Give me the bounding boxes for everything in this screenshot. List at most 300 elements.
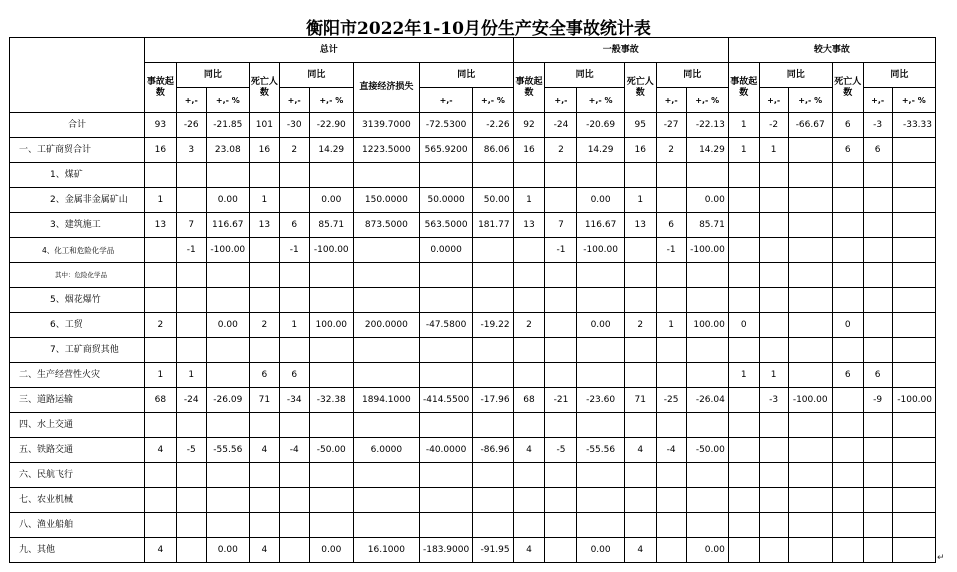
table-cell: [249, 163, 279, 188]
table-cell: [206, 463, 249, 488]
row-label: 三、道路运输: [10, 388, 145, 413]
table-cell: [832, 513, 863, 538]
header-yoy: 同比: [759, 63, 832, 88]
table-cell: [863, 513, 892, 538]
table-cell: [686, 363, 728, 388]
table-cell: [624, 488, 656, 513]
table-cell: [863, 338, 892, 363]
table-cell: [279, 538, 309, 563]
table-cell: [728, 513, 759, 538]
table-cell: [473, 263, 513, 288]
table-cell: [892, 513, 935, 538]
table-cell: 7: [545, 213, 577, 238]
table-cell: [656, 463, 686, 488]
table-cell: 14.29: [686, 138, 728, 163]
table-cell: -414.5500: [419, 388, 473, 413]
header-accidents: 事故起数: [728, 63, 759, 113]
table-cell: [144, 238, 176, 263]
table-cell: [759, 213, 788, 238]
table-cell: 2: [249, 313, 279, 338]
table-cell: [788, 313, 832, 338]
table-cell: 0.00: [206, 538, 249, 563]
table-cell: [473, 288, 513, 313]
table-row: [10, 538, 936, 563]
table-cell: [249, 288, 279, 313]
table-cell: -30: [279, 113, 309, 138]
table-cell: 1: [656, 313, 686, 338]
header-plusminus: +,-: [419, 88, 473, 113]
table-cell: [473, 463, 513, 488]
row-label: 2、金属非金属矿山: [10, 188, 145, 213]
group-major-header: 较大事故: [728, 38, 935, 63]
table-cell: -86.96: [473, 438, 513, 463]
table-cell: [144, 263, 176, 288]
table-cell: [144, 463, 176, 488]
table-cell: 4: [513, 438, 545, 463]
row-label: 1、煤矿: [10, 163, 145, 188]
table-cell: [249, 413, 279, 438]
table-row: [10, 313, 936, 338]
table-cell: [353, 288, 419, 313]
table-cell: [206, 513, 249, 538]
table-cell: 0.00: [309, 538, 353, 563]
row-label: 六、民航飞行: [10, 463, 145, 488]
table-cell: 7: [176, 213, 206, 238]
table-cell: [309, 363, 353, 388]
table-cell: [759, 513, 788, 538]
table-cell: [892, 288, 935, 313]
table-cell: 0.00: [577, 538, 624, 563]
table-cell: [686, 513, 728, 538]
table-row: [10, 338, 936, 363]
table-cell: 13: [624, 213, 656, 238]
table-cell: -100.00: [577, 238, 624, 263]
table-cell: [656, 538, 686, 563]
table-cell: -50.00: [686, 438, 728, 463]
header-percent: +,- %: [309, 88, 353, 113]
table-cell: 71: [624, 388, 656, 413]
header-accidents: 事故起数: [144, 63, 176, 113]
table-cell: 16.1000: [353, 538, 419, 563]
table-cell: -22.90: [309, 113, 353, 138]
table-cell: [759, 238, 788, 263]
table-cell: [249, 338, 279, 363]
table-cell: [144, 163, 176, 188]
table-cell: 4: [144, 538, 176, 563]
row-label: 九、其他: [10, 538, 145, 563]
table-cell: 2: [513, 313, 545, 338]
table-cell: [353, 163, 419, 188]
table-cell: [353, 463, 419, 488]
table-cell: [309, 263, 353, 288]
table-cell: [892, 363, 935, 388]
table-cell: [309, 488, 353, 513]
table-cell: [759, 413, 788, 438]
table-cell: [728, 238, 759, 263]
table-cell: [176, 513, 206, 538]
table-row: [10, 238, 936, 263]
table-cell: [832, 538, 863, 563]
table-cell: -26.04: [686, 388, 728, 413]
table-cell: [419, 413, 473, 438]
table-cell: -1: [279, 238, 309, 263]
header-percent: +,- %: [892, 88, 935, 113]
table-cell: -9: [863, 388, 892, 413]
table-cell: [759, 338, 788, 363]
row-label: 八、渔业船舶: [10, 513, 145, 538]
table-cell: [279, 488, 309, 513]
table-cell: 1: [513, 188, 545, 213]
table-cell: 85.71: [686, 213, 728, 238]
header-plusminus: +,-: [656, 88, 686, 113]
table-cell: [513, 488, 545, 513]
row-label: 4、化工和危险化学品: [10, 238, 145, 263]
table-cell: [144, 513, 176, 538]
table-cell: [176, 288, 206, 313]
table-cell: 0.00: [577, 313, 624, 338]
row-label: 3、建筑施工: [10, 213, 145, 238]
table-cell: 6: [656, 213, 686, 238]
table-cell: [513, 238, 545, 263]
table-row: [10, 488, 936, 513]
table-cell: 0.0000: [419, 238, 473, 263]
table-cell: 14.29: [309, 138, 353, 163]
table-row: [10, 188, 936, 213]
table-cell: [656, 163, 686, 188]
header-row-groups: [10, 38, 936, 63]
table-cell: [206, 163, 249, 188]
table-cell: 1223.5000: [353, 138, 419, 163]
table-cell: -100.00: [309, 238, 353, 263]
table-cell: [832, 463, 863, 488]
table-cell: [759, 188, 788, 213]
table-cell: [545, 288, 577, 313]
table-cell: 6: [249, 363, 279, 388]
table-cell: [892, 438, 935, 463]
table-cell: [788, 238, 832, 263]
row-label: 7、工矿商贸其他: [10, 338, 145, 363]
table-cell: 14.29: [577, 138, 624, 163]
table-cell: [832, 188, 863, 213]
table-cell: [249, 463, 279, 488]
table-cell: [863, 188, 892, 213]
table-cell: -5: [545, 438, 577, 463]
table-cell: [728, 188, 759, 213]
table-cell: [176, 488, 206, 513]
header-deaths: 死亡人数: [832, 63, 863, 113]
table-row: [10, 213, 936, 238]
table-cell: [309, 163, 353, 188]
table-cell: -21.85: [206, 113, 249, 138]
table-cell: [624, 363, 656, 388]
table-cell: [656, 188, 686, 213]
table-cell: 95: [624, 113, 656, 138]
table-cell: [513, 338, 545, 363]
table-cell: [728, 288, 759, 313]
table-cell: [892, 463, 935, 488]
table-cell: [863, 438, 892, 463]
table-cell: 16: [624, 138, 656, 163]
table-cell: -17.96: [473, 388, 513, 413]
table-cell: 1: [249, 188, 279, 213]
table-cell: [728, 463, 759, 488]
table-cell: [863, 213, 892, 238]
table-cell: 3: [176, 138, 206, 163]
table-cell: 16: [144, 138, 176, 163]
table-cell: 1: [624, 188, 656, 213]
table-cell: 3139.7000: [353, 113, 419, 138]
table-cell: -20.69: [577, 113, 624, 138]
row-label: 一、工矿商贸合计: [10, 138, 145, 163]
table-cell: 86.06: [473, 138, 513, 163]
table-cell: 181.77: [473, 213, 513, 238]
table-cell: 1: [144, 188, 176, 213]
table-cell: [624, 413, 656, 438]
table-cell: [176, 463, 206, 488]
table-cell: [309, 413, 353, 438]
table-cell: [863, 413, 892, 438]
table-cell: 0.00: [577, 188, 624, 213]
table-cell: [863, 538, 892, 563]
table-cell: [863, 488, 892, 513]
table-cell: [545, 363, 577, 388]
table-cell: 0.00: [206, 313, 249, 338]
table-cell: [624, 238, 656, 263]
table-cell: -22.13: [686, 113, 728, 138]
table-cell: [892, 263, 935, 288]
table-cell: 0.00: [206, 188, 249, 213]
table-cell: [892, 538, 935, 563]
table-cell: [309, 288, 353, 313]
table-cell: [656, 288, 686, 313]
table-cell: [788, 188, 832, 213]
header-percent: +,- %: [788, 88, 832, 113]
table-cell: [577, 463, 624, 488]
table-cell: 100.00: [309, 313, 353, 338]
table-cell: [249, 238, 279, 263]
table-cell: [788, 538, 832, 563]
table-cell: [419, 288, 473, 313]
table-cell: [656, 513, 686, 538]
row-label: 合计: [10, 113, 145, 138]
table-cell: [788, 288, 832, 313]
table-cell: 2: [144, 313, 176, 338]
table-cell: [728, 538, 759, 563]
table-cell: [892, 338, 935, 363]
table-cell: [863, 263, 892, 288]
table-cell: [279, 338, 309, 363]
table-cell: [686, 488, 728, 513]
table-cell: [759, 463, 788, 488]
table-cell: 6: [279, 363, 309, 388]
table-cell: [656, 363, 686, 388]
table-cell: 4: [144, 438, 176, 463]
table-cell: [892, 313, 935, 338]
table-row: [10, 288, 936, 313]
table-cell: [892, 238, 935, 263]
table-cell: [656, 338, 686, 363]
table-cell: [513, 363, 545, 388]
header-plusminus: +,-: [545, 88, 577, 113]
table-cell: -50.00: [309, 438, 353, 463]
table-cell: 1: [144, 363, 176, 388]
table-cell: [577, 263, 624, 288]
table-cell: [473, 363, 513, 388]
table-cell: 16: [513, 138, 545, 163]
table-cell: 565.9200: [419, 138, 473, 163]
table-cell: [545, 488, 577, 513]
table-cell: [309, 463, 353, 488]
table-cell: -4: [279, 438, 309, 463]
table-cell: [513, 263, 545, 288]
table-cell: [686, 463, 728, 488]
table-cell: [513, 513, 545, 538]
table-cell: 1: [176, 363, 206, 388]
table-cell: [863, 463, 892, 488]
table-cell: -26.09: [206, 388, 249, 413]
table-cell: [513, 163, 545, 188]
table-cell: [279, 163, 309, 188]
table-cell: -2.26: [473, 113, 513, 138]
table-cell: [759, 313, 788, 338]
table-cell: [759, 538, 788, 563]
table-cell: -183.9000: [419, 538, 473, 563]
table-cell: [513, 288, 545, 313]
table-cell: -2: [759, 113, 788, 138]
table-cell: -1: [176, 238, 206, 263]
table-cell: [144, 338, 176, 363]
table-cell: [353, 238, 419, 263]
table-cell: [863, 288, 892, 313]
table-cell: [686, 163, 728, 188]
table-cell: 6: [863, 138, 892, 163]
header-deaths: 死亡人数: [624, 63, 656, 113]
table-cell: [892, 488, 935, 513]
table-cell: -100.00: [788, 388, 832, 413]
table-cell: [206, 338, 249, 363]
table-cell: 71: [249, 388, 279, 413]
table-cell: [863, 238, 892, 263]
table-cell: [832, 338, 863, 363]
table-row: [10, 263, 936, 288]
table-cell: -100.00: [686, 238, 728, 263]
table-cell: [788, 363, 832, 388]
table-cell: [545, 163, 577, 188]
table-cell: 13: [144, 213, 176, 238]
table-cell: [832, 238, 863, 263]
header-deaths: 死亡人数: [249, 63, 279, 113]
table-cell: 2: [545, 138, 577, 163]
row-label: 5、烟花爆竹: [10, 288, 145, 313]
table-cell: 0.00: [686, 538, 728, 563]
table-cell: [788, 338, 832, 363]
table-cell: -100.00: [206, 238, 249, 263]
table-cell: 0: [832, 313, 863, 338]
table-cell: [206, 288, 249, 313]
table-cell: 2: [624, 313, 656, 338]
table-cell: 68: [144, 388, 176, 413]
header-yoy: 同比: [863, 63, 935, 88]
table-cell: [545, 338, 577, 363]
table-cell: [206, 413, 249, 438]
table-cell: 200.0000: [353, 313, 419, 338]
table-cell: 85.71: [309, 213, 353, 238]
table-cell: 2: [279, 138, 309, 163]
table-cell: [759, 488, 788, 513]
table-cell: [832, 288, 863, 313]
table-cell: 1: [728, 113, 759, 138]
table-cell: [788, 463, 832, 488]
table-row: [10, 138, 936, 163]
table-cell: 1: [728, 138, 759, 163]
table-cell: [419, 363, 473, 388]
table-cell: [144, 413, 176, 438]
header-yoy: 同比: [176, 63, 249, 88]
table-cell: [176, 188, 206, 213]
table-cell: [624, 288, 656, 313]
table-cell: [419, 488, 473, 513]
header-percent: +,- %: [473, 88, 513, 113]
table-cell: [473, 488, 513, 513]
table-cell: -100.00: [892, 388, 935, 413]
table-cell: [309, 513, 353, 538]
table-cell: 1894.1000: [353, 388, 419, 413]
header-yoy: 同比: [656, 63, 728, 88]
table-cell: [832, 438, 863, 463]
table-cell: [624, 163, 656, 188]
table-cell: 0.00: [309, 188, 353, 213]
table-cell: [353, 338, 419, 363]
table-cell: [279, 188, 309, 213]
table-cell: [473, 513, 513, 538]
table-cell: [759, 263, 788, 288]
table-cell: -1: [656, 238, 686, 263]
table-cell: 4: [513, 538, 545, 563]
table-cell: -3: [759, 388, 788, 413]
table-cell: [419, 463, 473, 488]
table-cell: [419, 263, 473, 288]
table-row: [10, 363, 936, 388]
paragraph-mark: ↵: [937, 553, 945, 563]
table-cell: [206, 263, 249, 288]
table-cell: [832, 213, 863, 238]
table-cell: [176, 338, 206, 363]
table-cell: [513, 413, 545, 438]
table-cell: [624, 513, 656, 538]
table-cell: [728, 488, 759, 513]
table-cell: [686, 413, 728, 438]
table-cell: [249, 263, 279, 288]
table-cell: [577, 488, 624, 513]
table-cell: [473, 338, 513, 363]
table-cell: [728, 438, 759, 463]
table-cell: [419, 513, 473, 538]
table-cell: -24: [176, 388, 206, 413]
header-percent: +,- %: [206, 88, 249, 113]
table-cell: [545, 188, 577, 213]
table-row: [10, 413, 936, 438]
table-cell: [759, 438, 788, 463]
table-cell: [279, 288, 309, 313]
table-cell: [419, 338, 473, 363]
header-plusminus: +,-: [279, 88, 309, 113]
table-row: [10, 113, 936, 138]
table-cell: 563.5000: [419, 213, 473, 238]
group-total-header: 总计: [144, 38, 513, 63]
table-cell: [545, 513, 577, 538]
table-cell: 68: [513, 388, 545, 413]
table-cell: 6.0000: [353, 438, 419, 463]
